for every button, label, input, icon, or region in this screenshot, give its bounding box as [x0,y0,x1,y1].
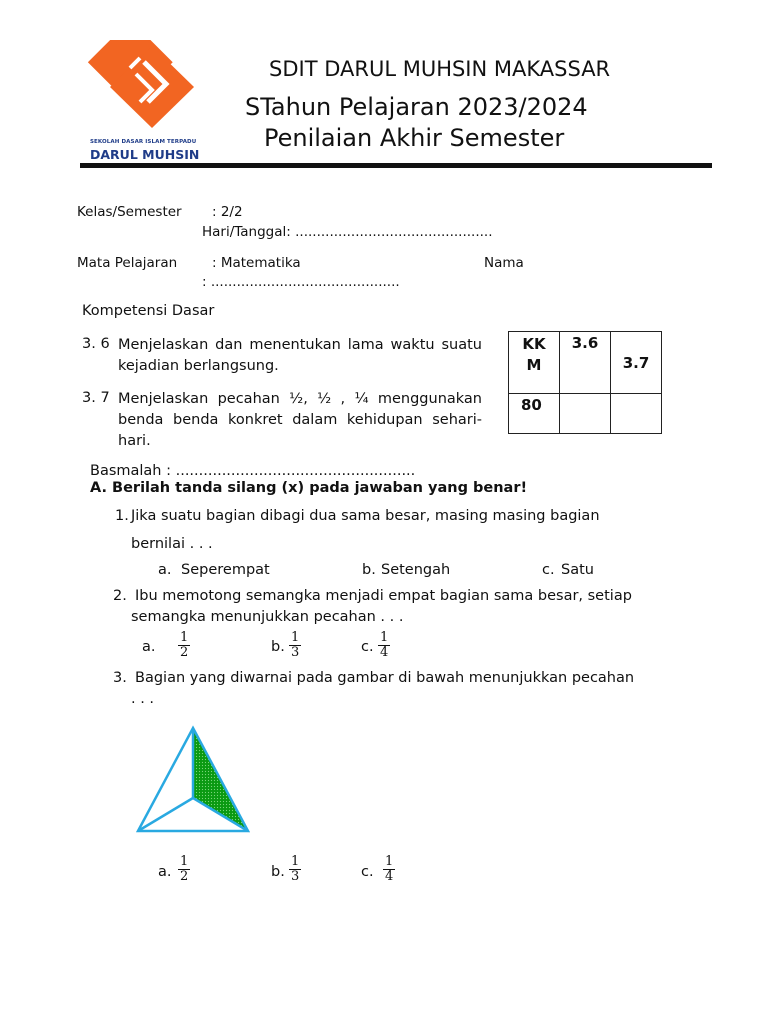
q3-option-c-label: c. [361,864,374,880]
mapel-label: Mata Pelajaran [77,255,178,271]
school-logo [80,40,220,165]
basmalah-line: Basmalah : .................................................... [90,463,416,479]
nama-label: Nama [484,255,524,271]
q3-option-a-label: a. [158,864,172,880]
nama-field: : ............................................ [202,274,400,290]
academic-year: STahun Pelajaran 2023/2024 [245,93,588,121]
question-3-text-line2: . . . [131,691,155,707]
fraction-denominator: 4 [380,645,389,660]
question-1-text-line1: Jika suatu bagian dibagi dua sama besar, masing masing bagian [131,508,600,524]
school-name: SDIT DARUL MUHSIN MAKASSAR [269,57,611,81]
kd-3-6-number: 3. 6 [82,336,110,352]
q2-option-b-fraction [289,631,301,660]
q2-option-c-label: c. [361,639,374,655]
fraction-denominator: 3 [291,645,300,660]
fraction-numerator: 1 [180,630,189,645]
q1-option-b-text: Setengah [381,562,451,578]
exam-title: Penilaian Akhir Semester [264,124,565,152]
question-3-number: 3. [113,670,127,686]
kelas-label: Kelas/Semester [77,204,182,220]
q2-option-b-label: b. [271,639,285,655]
fraction-denominator: 3 [291,869,300,884]
kkm-value-cell: 80 [509,394,560,434]
kd-3-6-text: Menjelaskan dan menentukan lama waktu suatu kejadian berlangsung. [118,337,482,374]
kkm-value-3-7 [611,394,662,434]
section-a-title: A. Berilah tanda silang (x) pada jawaban yang benar! [90,480,528,496]
kkm-header-3-7: 3.7 [611,332,662,394]
kompetensi-title: Kompetensi Dasar [82,303,215,319]
q3-option-b-fraction [289,855,301,884]
kkm-header-cell: KK M [509,332,560,394]
q1-option-c-text: Satu [561,562,594,578]
fraction-numerator: 1 [180,854,189,869]
q3-option-c-fraction [383,855,395,884]
logo-caption: SEKOLAH DASAR ISLAM TERPADU [90,139,197,145]
kd-3-7-text: Menjelaskan pecahan ½, ½ , ¼ menggunakan benda benda konkret dalam kehidupan sehari-hari. [118,391,482,449]
q3-option-b-label: b. [271,864,285,880]
fraction-numerator: 1 [291,630,300,645]
fraction-numerator: 1 [385,854,394,869]
question-1-text-line2: bernilai . . . [131,536,213,552]
kkm-header-3-6: 3.6 [560,332,611,394]
fraction-denominator: 4 [385,869,394,884]
q1-option-b-label: b. [362,562,376,578]
fraction-numerator: 1 [291,854,300,869]
kelas-value: : 2/2 [212,204,243,220]
q1-option-a-text: Seperempat [181,562,270,578]
question-2-number: 2. [113,588,127,604]
q2-option-a-fraction [178,631,190,660]
q2-option-c-fraction [378,631,390,660]
question-2-text-line1: Ibu memotong semangka menjadi empat bagian sama besar, setiap [135,588,632,604]
kd-3-7-number: 3. 7 [82,390,110,406]
fraction-denominator: 2 [180,869,189,884]
fraction-denominator: 2 [180,645,189,660]
kkm-table [508,331,662,434]
question-2-text-line2: semangka menunjukkan pecahan . . . [131,609,404,625]
q1-option-c-label: c. [542,562,555,578]
q1-option-a-label: a. [158,562,172,578]
q3-option-a-fraction [178,855,190,884]
fraction-numerator: 1 [380,630,389,645]
question-3-text-line1: Bagian yang diwarnai pada gambar di bawah menunjukkan pecahan [135,670,635,686]
question-1-number: 1. [115,508,129,524]
logo-name: DARUL MUHSIN [90,147,200,162]
mapel-value: : Matematika [212,255,301,271]
q2-option-a-label: a. [142,639,156,655]
hari-tanggal-field: Hari/Tanggal: .............................................. [202,224,493,240]
triangle-figure [132,722,256,838]
header-divider [80,163,712,168]
kkm-value-3-6 [560,394,611,434]
